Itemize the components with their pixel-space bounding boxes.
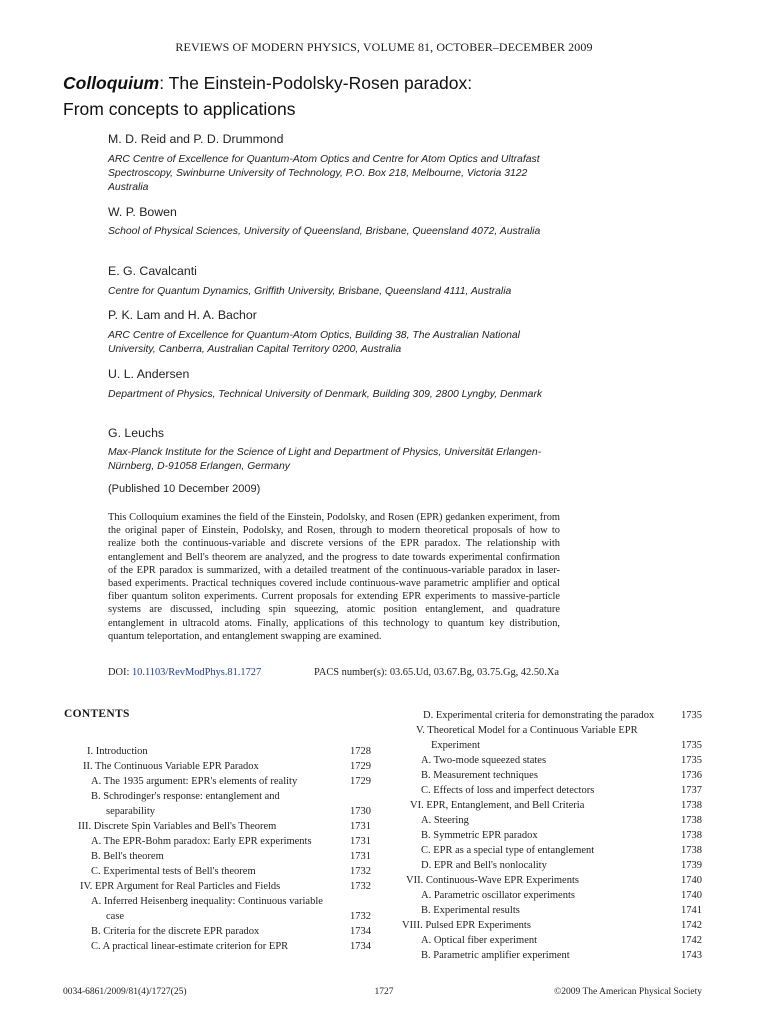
doi-label: DOI: — [108, 667, 130, 678]
toc-entry-page: 1731 — [350, 836, 371, 847]
toc-entry-title: C. A practical linear-estimate criterion for EPR — [91, 941, 289, 952]
toc-entry-title: B. Schrodinger's response: entanglement and — [91, 791, 280, 802]
author-6: G. Leuchs — [108, 426, 165, 440]
toc-entry-page: 1734 — [350, 941, 371, 952]
toc-entry-title: A. The EPR-Bohm paradox: Early EPR experiments — [91, 836, 312, 847]
toc-entry-page: 1732 — [350, 866, 371, 877]
title-line1: : The Einstein-Podolsky-Rosen paradox: — [159, 73, 473, 93]
toc-entry-title: A. Steering — [421, 815, 469, 826]
toc-entry[interactable] — [406, 873, 579, 888]
toc-entry-title: B. Parametric amplifier experiment — [421, 950, 570, 961]
toc-entry[interactable] — [421, 858, 547, 873]
toc-entry-page: 1741 — [681, 905, 702, 916]
toc-entry-title: III. Discrete Spin Variables and Bell's Theorem — [78, 821, 277, 832]
pacs-numbers: PACS number(s): 03.65.Ud, 03.67.Bg, 03.75.Gg, 42.50.Xa — [314, 667, 559, 678]
toc-entry-title: VIII. Pulsed EPR Experiments — [402, 920, 531, 931]
toc-entry[interactable] — [91, 849, 164, 864]
toc-entry[interactable] — [91, 864, 256, 879]
author-5: U. L. Andersen — [108, 367, 190, 381]
affiliation-4: ARC Centre of Excellence for Quantum-Atom Optics, Building 38, The Australian National University, Canberra, Australian Capital Territory 0200, Australia — [108, 330, 520, 355]
toc-entry[interactable] — [91, 894, 323, 909]
doi-link[interactable]: 10.1103/RevModPhys.81.1727 — [131, 667, 262, 678]
author-4: P. K. Lam and H. A. Bachor — [108, 308, 257, 322]
toc-entry-title: B. Bell's theorem — [91, 851, 164, 862]
toc-entry-page: 1731 — [350, 821, 371, 832]
toc-entry-title: II. The Continuous Variable EPR Paradox — [83, 761, 259, 772]
footer-issn: 0034-6861/2009/81(4)/1727(25) — [63, 987, 187, 997]
footer-page-number: 1727 — [374, 987, 394, 997]
title-prefix: Colloquium — [63, 73, 160, 93]
author-1: M. D. Reid and P. D. Drummond — [108, 132, 284, 146]
contents-heading: CONTENTS — [64, 708, 130, 720]
toc-entry-page: 1740 — [681, 890, 702, 901]
toc-entry-page: 1735 — [681, 710, 702, 721]
toc-entry-title: A. The 1935 argument: EPR's elements of reality — [91, 776, 298, 787]
affiliation-5: Department of Physics, Technical University of Denmark, Building 309, 2800 Lyngby, Denmark — [108, 389, 543, 400]
toc-entry[interactable] — [91, 924, 259, 939]
toc-entry[interactable] — [421, 888, 575, 903]
toc-entry[interactable] — [106, 804, 155, 819]
affiliation-3: Centre for Quantum Dynamics, Griffith University, Brisbane, Queensland 4111, Australia — [108, 286, 512, 297]
toc-entry-title: B. Experimental results — [421, 905, 520, 916]
toc-entry-title: D. EPR and Bell's nonlocality — [421, 860, 547, 871]
toc-entry-page: 1738 — [681, 815, 702, 826]
toc-entry[interactable] — [78, 819, 276, 834]
toc-entry-title: C. Effects of loss and imperfect detectors — [421, 785, 595, 796]
toc-entry-page: 1732 — [350, 881, 371, 892]
toc-entry-page: 1739 — [681, 860, 702, 871]
toc-entry-title: separability — [106, 806, 155, 817]
toc-entry-page: 1735 — [681, 755, 702, 766]
affiliation-6: Max-Planck Institute for the Science of Light and Department of Physics, Universität Erlangen-Nürnberg, D-91058 Erlangen, Germany — [108, 447, 542, 472]
toc-entry-page: 1728 — [350, 746, 371, 757]
toc-entry-title: Experiment — [431, 740, 480, 751]
toc-entry-title: A. Parametric oscillator experiments — [421, 890, 575, 901]
toc-entry-page: 1729 — [350, 776, 371, 787]
toc-entry[interactable] — [421, 753, 546, 768]
toc-entry-page: 1740 — [681, 875, 702, 886]
toc-entry[interactable] — [91, 774, 297, 789]
toc-entry-page: 1735 — [681, 740, 702, 751]
toc-entry[interactable] — [421, 783, 594, 798]
toc-entry[interactable] — [421, 843, 594, 858]
toc-entry[interactable] — [421, 768, 538, 783]
toc-entry[interactable] — [91, 939, 288, 954]
author-2: W. P. Bowen — [108, 205, 177, 219]
toc-entry[interactable] — [421, 933, 537, 948]
toc-entry[interactable] — [431, 738, 480, 753]
toc-entry-title: A. Two-mode squeezed states — [421, 755, 547, 766]
toc-entry-page: 1730 — [350, 806, 371, 817]
toc-entry-title: C. Experimental tests of Bell's theorem — [91, 866, 256, 877]
toc-entry[interactable] — [421, 813, 469, 828]
toc-entry-title: A. Inferred Heisenberg inequality: Continuous variable — [91, 896, 323, 907]
toc-entry-page: 1737 — [681, 785, 702, 796]
affiliation-1: ARC Centre of Excellence for Quantum-Atom Optics and Centre for Atom Optics and Ultrafast Spectroscopy, Swinburne University of Technology, P.O. Box 218, Melbourne, Victoria 3122 Australia — [108, 154, 540, 193]
toc-entry-page: 1734 — [350, 926, 371, 937]
toc-entry-page: 1742 — [681, 920, 702, 931]
toc-entry[interactable] — [91, 789, 280, 804]
journal-header: REVIEWS OF MODERN PHYSICS, VOLUME 81, OCTOBER–DECEMBER 2009 — [175, 40, 593, 54]
title-line2: From concepts to applications — [63, 99, 296, 119]
toc-entry-title: case — [106, 911, 125, 922]
affiliation-2: School of Physical Sciences, University of Queensland, Brisbane, Queensland 4072, Australia — [108, 226, 541, 237]
toc-entry-title: VII. Continuous-Wave EPR Experiments — [406, 875, 579, 886]
toc-entry[interactable] — [421, 948, 570, 963]
toc-entry-title: D. Experimental criteria for demonstrating the paradox — [423, 710, 655, 721]
toc-entry-page: 1738 — [681, 845, 702, 856]
toc-entry[interactable] — [83, 759, 259, 774]
toc-entry-page: 1731 — [350, 851, 371, 862]
toc-entry[interactable] — [402, 918, 531, 933]
toc-entry-page: 1729 — [350, 761, 371, 772]
footer-copyright: ©2009 The American Physical Society — [554, 987, 702, 997]
toc-entry-page: 1742 — [681, 935, 702, 946]
toc-entry-page: 1738 — [681, 830, 702, 841]
toc-entry[interactable] — [410, 798, 584, 813]
toc-entry-title: B. Criteria for the discrete EPR paradox — [91, 926, 260, 937]
toc-entry[interactable] — [416, 723, 638, 738]
toc-entry-title: C. EPR as a special type of entanglement — [421, 845, 595, 856]
toc-entry[interactable] — [423, 708, 654, 723]
toc-entry-page: 1743 — [681, 950, 702, 961]
toc-entry[interactable] — [91, 834, 312, 849]
toc-entry-title: IV. EPR Argument for Real Particles and Fields — [80, 881, 281, 892]
abstract: This Colloquium examines the field of the Einstein, Podolsky, and Rosen (EPR) gedanken experiment, from the original paper of Einstein, Podolsky, and Rosen, through to modern theoretical proposals of how to realize both the continuous-variable and discrete versions of the EPR paradox. The relationship with entanglement and Bell's theorem are analyzed, and the progress to date towards experimental confirmation of the EPR paradox is summarized, with a detailed treatment of the continuous-variable paradox in laser-based experiments. Practical techniques covered include continuous-wave parametric amplifier and optical fiber quantum soliton experiments. Current proposals for extending EPR experiments to massive-particle systems are discussed, including spin squeezing, atomic position entanglement, and quadrature entanglement in ultracold atoms. Finally, applications of this technology to quantum key distribution, quantum teleportation, and entanglement swapping are examined. — [108, 512, 560, 642]
published-date: (Published 10 December 2009) — [108, 483, 261, 495]
toc-entry[interactable] — [87, 744, 148, 759]
toc-entry[interactable] — [106, 909, 124, 924]
toc-entry-title: I. Introduction — [87, 746, 148, 757]
toc-entry-title: B. Measurement techniques — [421, 770, 538, 781]
toc-entry-page: 1736 — [681, 770, 702, 781]
toc-entry[interactable] — [80, 879, 280, 894]
toc-entry-page: 1732 — [350, 911, 371, 922]
toc-entry-page: 1738 — [681, 800, 702, 811]
author-3: E. G. Cavalcanti — [108, 264, 197, 278]
toc-entry[interactable] — [421, 828, 538, 843]
toc-entry-title: A. Optical fiber experiment — [421, 935, 538, 946]
toc-entry-title: V. Theoretical Model for a Continuous Variable EPR — [416, 725, 638, 736]
toc-entry[interactable] — [421, 903, 520, 918]
toc-entry-title: B. Symmetric EPR paradox — [421, 830, 538, 841]
toc-entry-title: VI. EPR, Entanglement, and Bell Criteria — [410, 800, 585, 811]
